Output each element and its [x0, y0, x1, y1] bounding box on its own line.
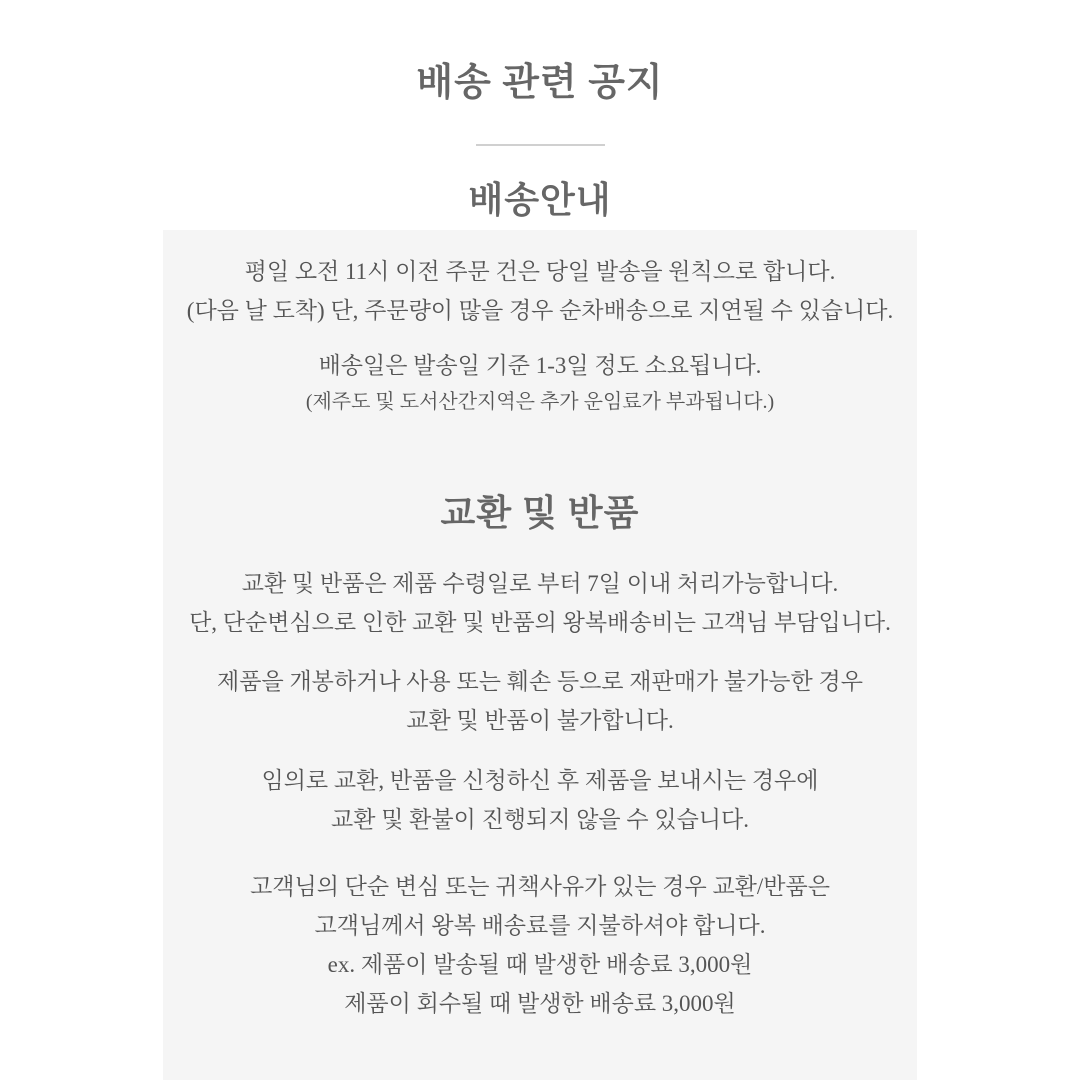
exchange-paragraph-4	[0, 867, 1080, 1023]
text-line: 단, 단순변심으로 인한 교환 및 반품의 왕복배송비는 고객님 부담입니다.	[189, 610, 891, 635]
exchange-heading: 교환 및 반품	[440, 493, 640, 533]
page-title: 배송 관련 공지	[416, 62, 664, 104]
text-line: 배송일은 발송일 기준 1-3일 정도 소요됩니다.	[318, 353, 762, 378]
text-line: 교환 및 반품이 불가합니다.	[406, 708, 674, 733]
text-line: 고객님께서 왕복 배송료를 지불하셔야 합니다.	[314, 913, 766, 938]
text-line: 제품을 개봉하거나 사용 또는 훼손 등으로 재판매가 불가능한 경우	[217, 669, 863, 694]
text-line: 평일 오전 11시 이전 주문 건은 당일 발송을 원칙으로 합니다.	[244, 259, 836, 284]
text-line: ex. 제품이 발송될 때 발생한 배송료 3,000원	[327, 952, 753, 977]
text-line: 제품이 회수될 때 발생한 배송료 3,000원	[344, 991, 736, 1016]
exchange-paragraph-1	[0, 564, 1080, 642]
text-line-note: (제주도 및 도서산간지역은 추가 운임료가 부과됩니다.)	[305, 391, 775, 413]
exchange-paragraph-2	[0, 662, 1080, 740]
text-line: 고객님의 단순 변심 또는 귀책사유가 있는 경우 교환/반품은	[250, 874, 830, 899]
shipping-paragraph-1	[0, 252, 1080, 330]
text-line: 교환 및 환불이 진행되지 않을 수 있습니다.	[331, 807, 749, 832]
text-line: 임의로 교환, 반품을 신청하신 후 제품을 보내시는 경우에	[261, 768, 819, 793]
shipping-paragraph-2	[0, 346, 1080, 419]
shipping-heading: 배송안내	[468, 180, 612, 220]
exchange-paragraph-3	[0, 761, 1080, 839]
text-line: 교환 및 반품은 제품 수령일로 부터 7일 이내 처리가능합니다.	[241, 571, 839, 596]
title-divider	[476, 144, 605, 146]
text-line: (다음 날 도착) 단, 주문량이 많을 경우 순차배송으로 지연될 수 있습니다.	[186, 298, 894, 323]
